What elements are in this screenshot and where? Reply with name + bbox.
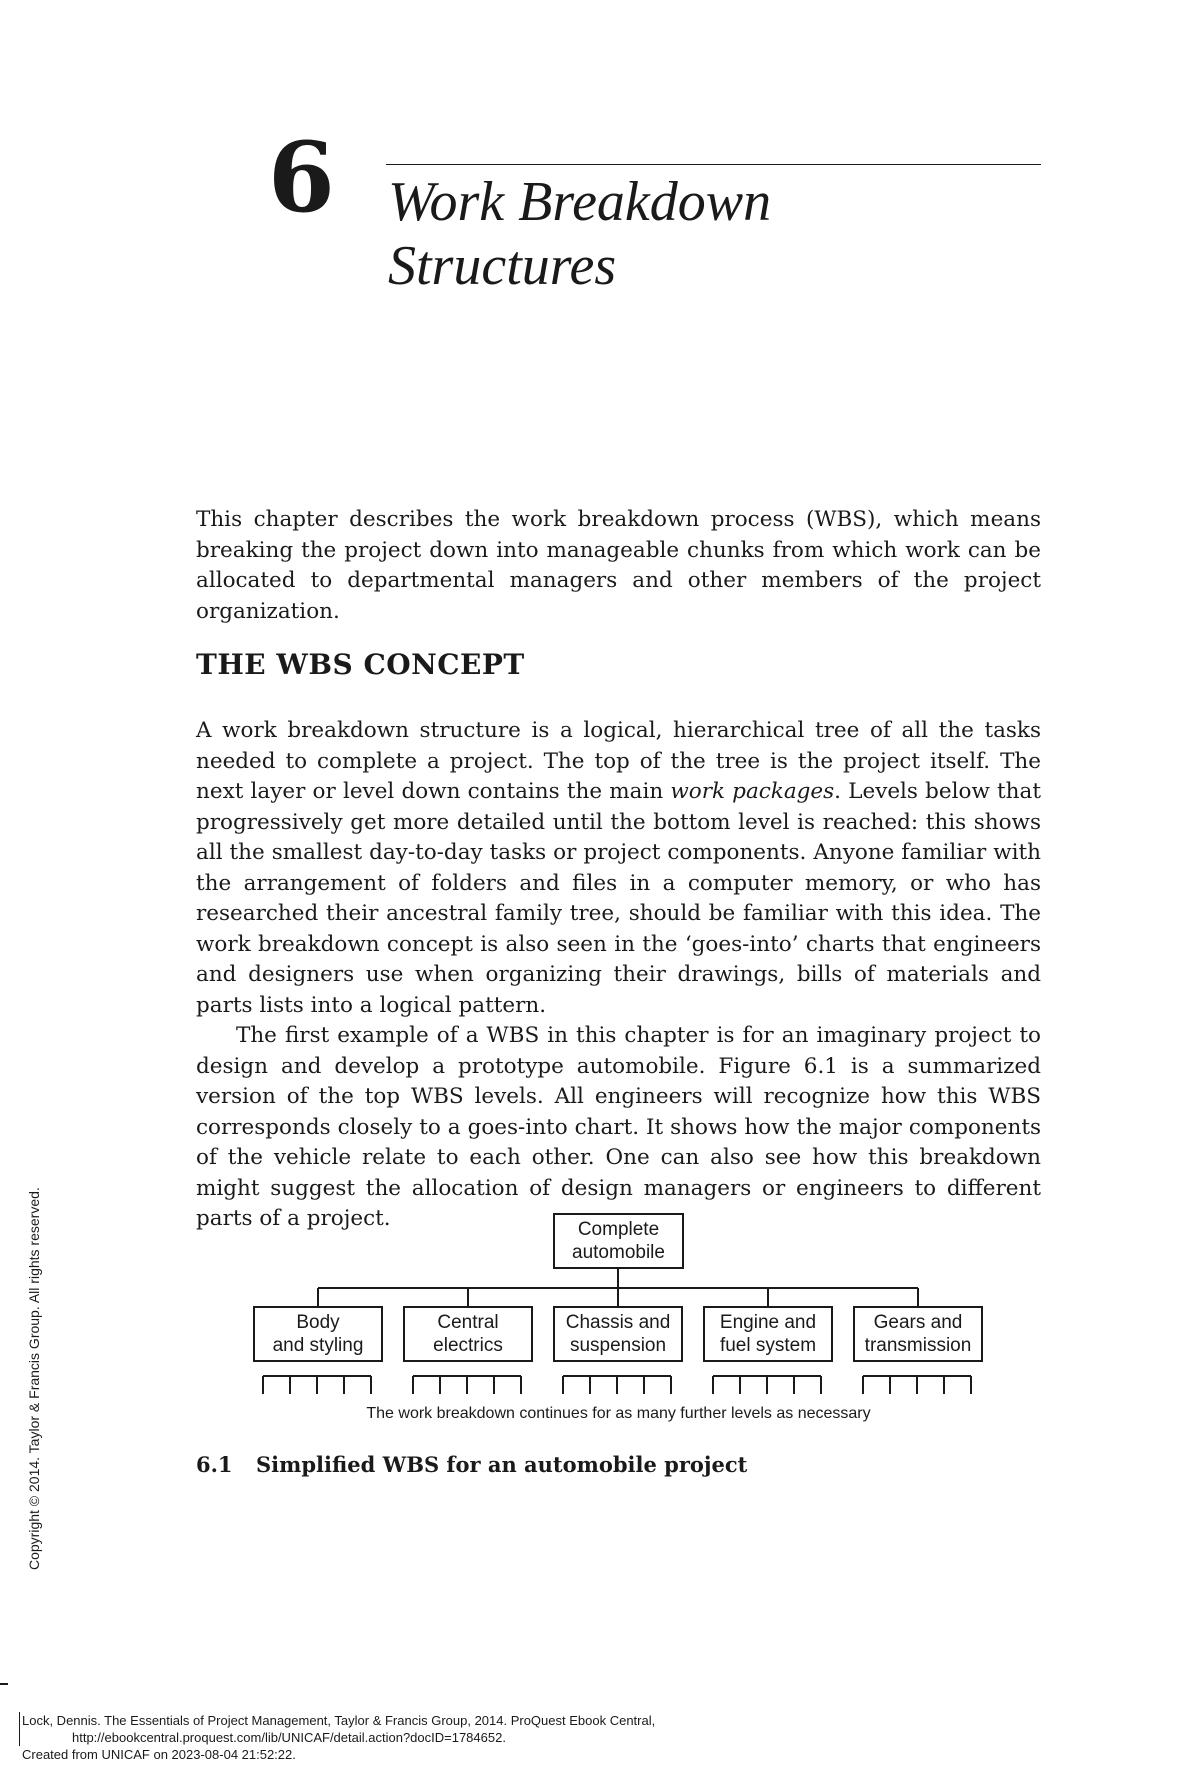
node-line: Body (296, 1312, 340, 1333)
node-line: suspension (569, 1335, 667, 1356)
section-body (196, 716, 1041, 1235)
wbs-node-engine-fuel (703, 1306, 833, 1362)
figure-caption (196, 1452, 747, 1477)
node-line: Chassis and (565, 1312, 671, 1333)
footer-url: http://ebookcentral.proquest.com/lib/UNICAF/detail.action?docID=1784652. (72, 1730, 506, 1745)
footer (22, 1712, 655, 1763)
root-line-2: automobile (572, 1242, 665, 1263)
chapter-header (268, 121, 1043, 310)
body-paragraph-2: The first example of a WBS in this chapter is for an imaginary project to design and develop a prototype automobile. Figure 6.1 is a summarized version of the top WBS levels. All engineers will recognize how this WBS corresponds closely to a goes-into chart. It shows how the major components of the vehicle relate to each other. One can also see how this breakdown might suggest the allocation of design managers or engineers to different parts of a project. (196, 1023, 1041, 1231)
wbs-node-root (553, 1213, 684, 1269)
node-line: electrics (433, 1335, 503, 1356)
chapter-rule (386, 164, 1041, 165)
side-copyright: Copyright © 2014. Taylor & Francis Group. All rights reserved. (26, 1187, 42, 1570)
node-line: fuel system (719, 1335, 817, 1356)
footer-mark (0, 1683, 8, 1685)
p1-emphasis: work packages (670, 779, 835, 804)
footer-bar (19, 1712, 20, 1746)
section-heading: THE WBS CONCEPT (196, 648, 525, 681)
root-line-1: Complete (577, 1219, 660, 1240)
intro-paragraph: This chapter describes the work breakdown process (WBS), which means breaking the project down into manageable chunks from which work can be allocated to departmental managers and other members of the project organization. (196, 507, 1041, 624)
chapter-title (388, 170, 988, 298)
node-line: Engine and (719, 1312, 817, 1333)
chapter-number: 6 (268, 121, 333, 234)
wbs-node-central-electrics (403, 1306, 533, 1362)
body-paragraph-1 (196, 716, 1041, 1021)
wbs-figure (196, 1200, 1041, 1450)
figure-note: The work breakdown continues for as many further levels as necessary (366, 1405, 871, 1422)
footer-citation: Lock, Dennis. The Essentials of Project Management, Taylor & Francis Group, 2014. ProQuest Ebook Central, (22, 1713, 656, 1728)
footer-created: Created from UNICAF on 2023-08-04 21:52:22. (22, 1747, 296, 1762)
p1-text-a: A work breakdown structure is a logical, hierarchical tree of all the tasks needed to complete a project. The top of the tree is the project itself. The next layer or level down contains the main (196, 718, 1041, 804)
chapter-title-line-2: Structures (388, 235, 617, 297)
chapter-title-line-1: Work Breakdown (388, 171, 772, 233)
caption-text: Simplified WBS for an automobile project (256, 1452, 748, 1477)
node-line: Gears and (873, 1312, 963, 1333)
node-line: transmission (864, 1335, 972, 1356)
wbs-node-chassis-suspension (553, 1306, 683, 1362)
caption-number: 6.1 (196, 1452, 233, 1477)
wbs-node-gears-transmission (853, 1306, 983, 1362)
node-line: and styling (272, 1335, 364, 1356)
p1-text-b: . Levels below that progressively get more detailed until the bottom level is reached: this shows all the smallest day-to-day tasks or project components. Anyone familiar with the arrangement of folders and files in a computer memory, or who has researched their ancestral family tree, should be familiar with this idea. The work breakdown concept is also seen in the ‘goes-into’ charts that engineers and designers use when organizing their drawings, bills of materials and parts lists into a logical pattern. (196, 779, 1041, 1018)
wbs-node-body-styling (253, 1306, 383, 1362)
node-line: Central (437, 1312, 499, 1333)
